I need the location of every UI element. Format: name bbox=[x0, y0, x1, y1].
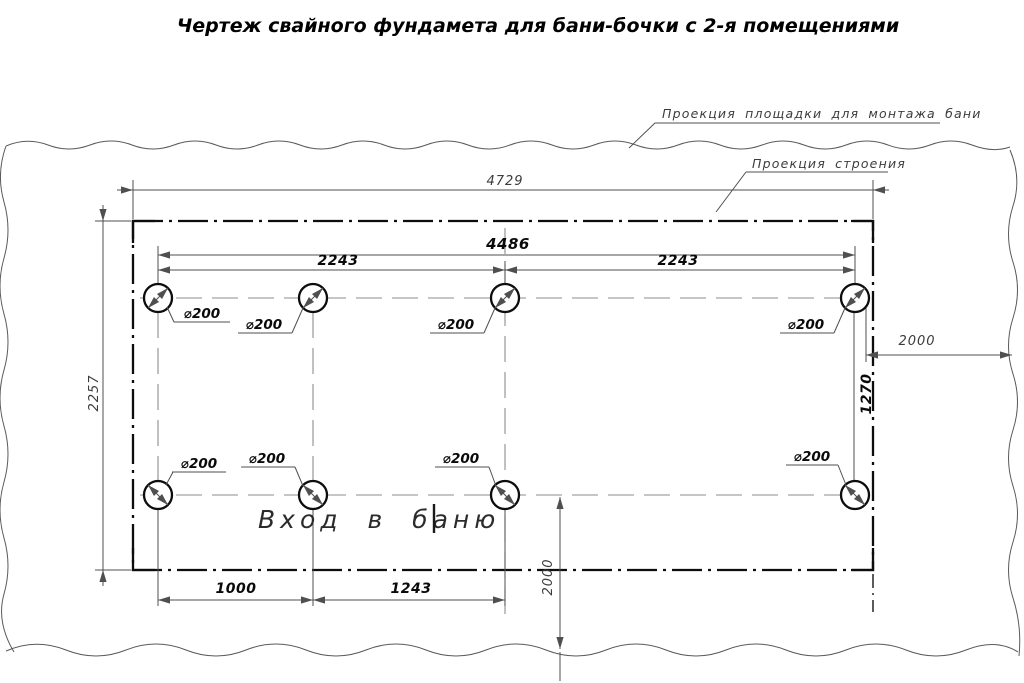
dim-2243-left: 2243 bbox=[317, 253, 359, 269]
callout-building-label: Проекция строения bbox=[752, 156, 906, 171]
dim-4729: 4729 bbox=[486, 174, 524, 189]
building-outline bbox=[133, 221, 873, 612]
dim-2000-right: 2000 bbox=[898, 334, 936, 349]
dim-2243-right: 2243 bbox=[657, 253, 699, 269]
pile-label bbox=[166, 456, 226, 485]
building-corner-br bbox=[851, 548, 873, 570]
platform-edge-top bbox=[6, 141, 1010, 150]
platform-edge-right bbox=[1009, 150, 1020, 656]
callout-building bbox=[716, 156, 906, 212]
dim-1270: 1270 bbox=[859, 373, 875, 415]
callout-platform-leader bbox=[629, 123, 655, 148]
drawing-title: Чертеж свайного фундамета для бани-бочки с 2-я помещениями bbox=[176, 15, 900, 37]
dim-1243: 1243 bbox=[390, 581, 432, 597]
pile-label bbox=[238, 308, 303, 333]
pile-diameter-label: ⌀200 bbox=[793, 449, 831, 465]
dim-2000-bottom: 2000 bbox=[541, 558, 556, 596]
pile-label bbox=[167, 306, 230, 322]
pile-diameter-label: ⌀200 bbox=[248, 451, 286, 467]
pile-label bbox=[430, 308, 495, 333]
pile-label bbox=[435, 451, 496, 486]
pile-diameter-label: ⌀200 bbox=[245, 317, 283, 333]
platform-edge-left bbox=[0, 146, 14, 652]
dim-4486: 4486 bbox=[486, 235, 530, 253]
building-corner-tl bbox=[133, 221, 155, 243]
pile-diameter-label: ⌀200 bbox=[787, 317, 825, 333]
callout-platform bbox=[629, 106, 982, 148]
callout-platform-label: Проекция площадки для монтажа бани bbox=[662, 106, 982, 121]
pile-diameter-label: ⌀200 bbox=[442, 451, 480, 467]
building-corner-tr bbox=[851, 221, 873, 243]
dim-2257: 2257 bbox=[87, 374, 102, 412]
entrance-label: Вход в баню bbox=[258, 505, 501, 534]
dim-1000: 1000 bbox=[215, 581, 257, 597]
platform-edge-bottom bbox=[6, 644, 1018, 656]
pile-diameter-label: ⌀200 bbox=[437, 317, 475, 333]
pile-label bbox=[786, 449, 846, 485]
entrance-annotation bbox=[258, 504, 500, 534]
callout-building-leader bbox=[716, 172, 746, 212]
pile-diameter-labels bbox=[166, 306, 846, 486]
building-corner-bl bbox=[133, 548, 155, 570]
pile-label bbox=[780, 308, 845, 333]
pile-label bbox=[241, 451, 303, 486]
pile-diameter-label: ⌀200 bbox=[180, 456, 218, 472]
pile-diameter-label: ⌀200 bbox=[183, 306, 221, 322]
dimension-texts bbox=[87, 174, 936, 597]
